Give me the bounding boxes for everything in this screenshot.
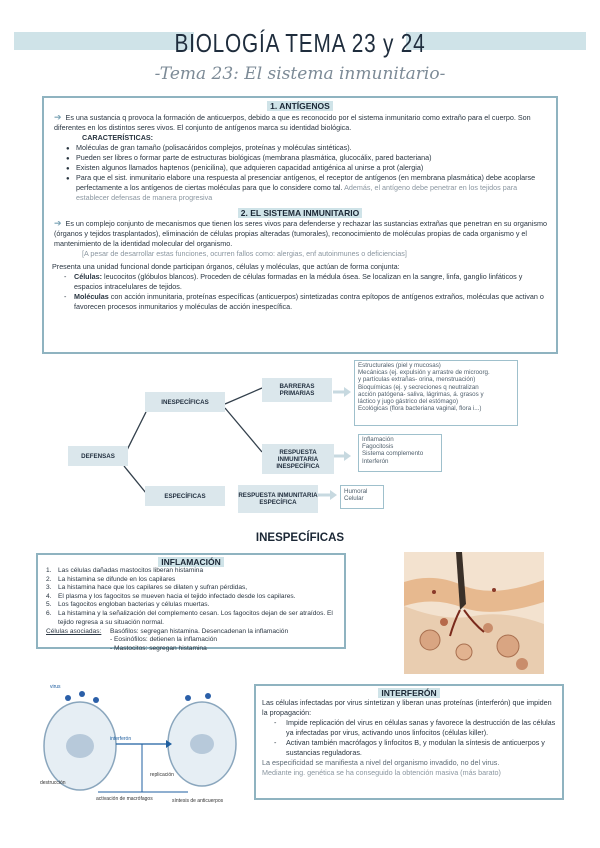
arrow-icon: ➔ (54, 218, 62, 228)
fig-label-replicacion: replicación (150, 772, 174, 778)
sistema-items (52, 272, 548, 312)
fig-label-interferon: interferón (110, 736, 132, 742)
list-item: - Impide replicación del virus en células sanas y favorece la destrucción de las células ya infectadas por virus, activando unos linfocitos (células killer). (274, 718, 556, 737)
skin-illustration (404, 552, 544, 674)
node-especificas: ESPECÍFICAS (145, 486, 225, 506)
list-item: 5. Los fagocitos engloban bacterias y células muertas. (46, 601, 210, 609)
interferon-foot1: La especificidad se manifiesta a nivel del organismo invadido, no del virus. (262, 758, 500, 767)
list-item: ● Moléculas de gran tamaño (polisacáridos complejos, proteínas y moléculas sintéticas). (66, 143, 548, 153)
interferon-intro: Las células infectadas por virus sintetizan y liberan unas proteínas (interferón) que impiden la propagación: (262, 698, 552, 717)
list-item: 1. Las células dañadas mastocitos liberan histamina (46, 567, 204, 574)
fig-label-virus: virus (50, 684, 61, 690)
inflamacion-heading: INFLAMACIÓN (158, 557, 224, 567)
sistema-heading: 2. EL SISTEMA INMUNITARIO (238, 208, 362, 218)
sistema-note: [A pesar de desarrollar estas funciones, ocurren fallos como: alergias, enf autoinmunes o deficiencias] (82, 249, 407, 258)
asociadas-label: Células asociadas: (46, 628, 102, 636)
node-inespecificas: INESPECÍFICAS (145, 392, 225, 412)
node-resp-inesp: RESPUESTA INMUNITARIA INESPECÍFICA (262, 444, 334, 474)
page-subtitle: -Tema 23: El sistema inmunitario- (154, 64, 446, 84)
list-item: ● Existen algunos llamados haptenos (penicilina), que adquieren capacidad antigénica al unirse a prot (alergia) (66, 163, 548, 173)
asociadas-list: Basófilos: segregan histamina. Desencadenan la inflamación - Eosinófilos: detienen la inflamación - Mastocitos: segregan histamina (110, 628, 289, 652)
node-defensas: DEFENSAS (68, 446, 128, 466)
sistema-unit: Presenta una unidad funcional donde participan órganos, células y moléculas, que actúan de forma conjunta: (52, 262, 400, 271)
list-item: - Moléculas con acción inmunitaria, proteínas específicas (anticuerpos) sintetizadas contra epítopos de antígenos extraños, moléculas que activan o favorecen procesos inmunitarios y moléculas de acción inespecífica. (64, 292, 544, 311)
fig-label-activacion: activación de macrófagos (96, 796, 153, 802)
node-barreras: BARRERAS PRIMARIAS (262, 378, 332, 402)
skin-illustration-drawing (404, 552, 544, 674)
caract-list (52, 143, 548, 203)
list-item: - Activan también macrófagos y linfocitos B, y modulan la síntesis de anticuerpos y sustancias reguladoras. (274, 738, 545, 757)
inflamacion-steps (46, 567, 336, 627)
list-item: ● Pueden ser libres o formar parte de estructuras biológicas (membrana plasmática, glucocálix, pared bacteriana) (66, 153, 548, 163)
interferon-list (262, 718, 556, 758)
antigenos-box (42, 96, 558, 354)
antigenos-intro: Es una sustancia q provoca la formación de anticuerpos, debido a que es reconocido por el sistema inmunitario como extraño para el cuerpo. Son diferentes en los distintos seres vivos. El conjunto de antígenos marca su identidad biológica. (54, 113, 531, 132)
barreras-list: Estructurales (piel y mucosas) Mecánicas (ej. expulsión y arrastre de microorg. y partículas extrañas- orina, menstruación) Bioquímicas (ej. y secreciones q neutralizan acción patógena- saliva, lágrimas, á. grasos y láctico y jugo gástrico del estómago) Ecológicas (flora bacteriana vaginal, flora i...) (358, 362, 490, 413)
antigenos-heading: 1. ANTÍGENOS (267, 101, 333, 111)
arrow-icon: ➔ (54, 112, 62, 122)
fig-label-destruccion: destrucción (40, 780, 66, 786)
page-title: BIOLOGÍA TEMA 23 y 24 (174, 28, 426, 58)
inesp-list: Inflamación Fagocitosis Sistema complemento Interferón (362, 436, 424, 465)
fig-label-sintesis: síntesis de anticuerpos (172, 798, 224, 804)
inespecificas-heading: INESPECÍFICAS (255, 532, 345, 544)
esp-list: Humoral Celular (344, 488, 368, 503)
sistema-intro: Es un complejo conjunto de mecanismos que tienen los seres vivos para defenderse y rechazar las sustancias extrañas que penetran en su organismo (órganos y tejidos trasplantados), eliminación de células propias alteradas (tumorales), reconocimiento de moléculas propias de cada organismo y el mantenimiento de la identidad molecular del organismo. (54, 219, 547, 248)
interferon-figure-drawing (38, 684, 242, 810)
list-item: 3. La histamina hace que los capilares se dilaten y sufran pérdidas, (46, 584, 248, 592)
caract-label: CARACTERÍSTICAS: (82, 133, 154, 142)
list-item: 4. El plasma y los fagocitos se mueven hacia el tejido infectado desde los capilares. (46, 592, 296, 600)
list-item: ● Para que el sist. inmunitario elabore una respuesta al presenciar antígenos, el receptor de antígenos (en membrana plasmática) debe acoplarse perfectamente a los antígenos de ciertas moléculas para que lo considere como tal. Además, el antígeno debe penetrar en los tejidos para establecer defensas de manera progresiva (66, 173, 548, 203)
list-item: 6. La histamina y la señalización del complemento cesan. Los fagocitos dejan de ser atraídos. El tejido regresa a su situación normal. (46, 609, 333, 626)
interferon-box (254, 684, 564, 800)
list-item: 2. La histamina se difunde en los capilares (46, 575, 176, 583)
interferon-figure (38, 684, 242, 810)
list-item: - Células: leucocitos (glóbulos blancos). Proceden de células formadas en la médula ósea. Se localizan en la sangre, linfa, ganglio linfáticos y espacios intracelulares de tejidos. (64, 272, 523, 291)
interferon-foot2: Mediante ing. genética se ha conseguido la obtención masiva (más barato) (262, 768, 501, 777)
inflamacion-box (36, 553, 346, 652)
node-resp-esp: RESPUESTA INMUNITARIA ESPECÍFICA (238, 485, 318, 513)
interferon-heading: INTERFERÓN (378, 688, 439, 698)
